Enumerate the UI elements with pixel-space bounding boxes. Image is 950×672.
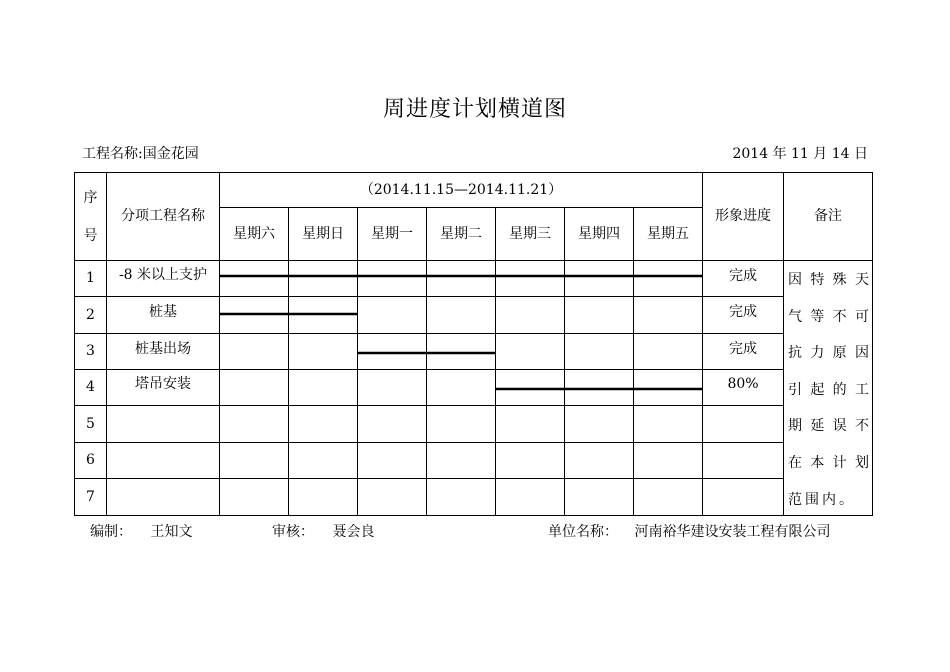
- reviewer-line: [272, 521, 374, 541]
- row-6-no: 6: [86, 452, 95, 469]
- row-5-name: [107, 406, 219, 442]
- unit-label: 单位名称：: [548, 524, 618, 540]
- row-6-progress: [703, 443, 783, 478]
- row-4-no: 4: [86, 379, 95, 396]
- row-1-progress: 完成: [729, 267, 757, 284]
- remarks-text: 因特殊天气等不可抗力原因引起的工期延误不在本计划范围内。: [788, 272, 872, 508]
- day-header-3: 星期二: [440, 225, 482, 242]
- row-4-progress: 80%: [727, 376, 759, 393]
- seq-header-line-1: 序: [83, 189, 98, 206]
- report-date: 2014 年 11 月 14 日: [732, 146, 868, 162]
- day-header-0: 星期六: [233, 225, 275, 242]
- remarks-header: 备注: [814, 208, 842, 225]
- progress-header: 形象进度: [715, 208, 771, 225]
- row-3-name: 桩基出场: [135, 340, 191, 357]
- row-5-no: 5: [86, 415, 95, 432]
- project-name: 国金花园: [142, 146, 199, 162]
- day-header-2: 星期一: [371, 225, 413, 242]
- unit-name: 河南裕华建设安装工程有限公司: [634, 524, 831, 540]
- row-7-name: [107, 479, 219, 515]
- row-2-name: 桩基: [149, 303, 177, 320]
- row-1-no: 1: [86, 270, 95, 287]
- compiler-line: [90, 521, 192, 541]
- reviewer-name: 聂会良: [332, 524, 375, 540]
- day-header-6: 星期五: [647, 225, 689, 242]
- page-title: 周进度计划横道图: [382, 97, 567, 122]
- compiler-label: 编制：: [90, 524, 132, 540]
- row-7-progress: [703, 479, 783, 515]
- day-header-5: 星期四: [578, 225, 620, 242]
- day-header-4: 星期三: [509, 225, 551, 242]
- seq-header: [75, 173, 106, 260]
- row-3-progress: 完成: [729, 340, 757, 357]
- row-2-no: 2: [86, 306, 95, 323]
- reviewer-label: 审核：: [272, 524, 314, 540]
- day-header-1: 星期日: [302, 225, 344, 242]
- compiler-name: 王知文: [150, 524, 193, 540]
- row-5-progress: [703, 406, 783, 442]
- gantt-bars: [220, 276, 703, 389]
- row-7-no: 7: [86, 488, 95, 505]
- row-6-name: [107, 443, 219, 478]
- unit-line: [548, 521, 830, 541]
- seq-header-line-2: 号: [83, 227, 98, 244]
- row-2-progress: 完成: [729, 303, 757, 320]
- date-range-header: （2014.11.15—2014.11.21）: [359, 181, 563, 198]
- row-3-no: 3: [86, 343, 95, 360]
- row-4-name: 塔吊安装: [135, 376, 191, 393]
- item-name-header: 分项工程名称: [121, 208, 205, 225]
- row-1-name: -8 米以上支护: [118, 266, 208, 283]
- project-label: 工程名称:: [82, 146, 143, 162]
